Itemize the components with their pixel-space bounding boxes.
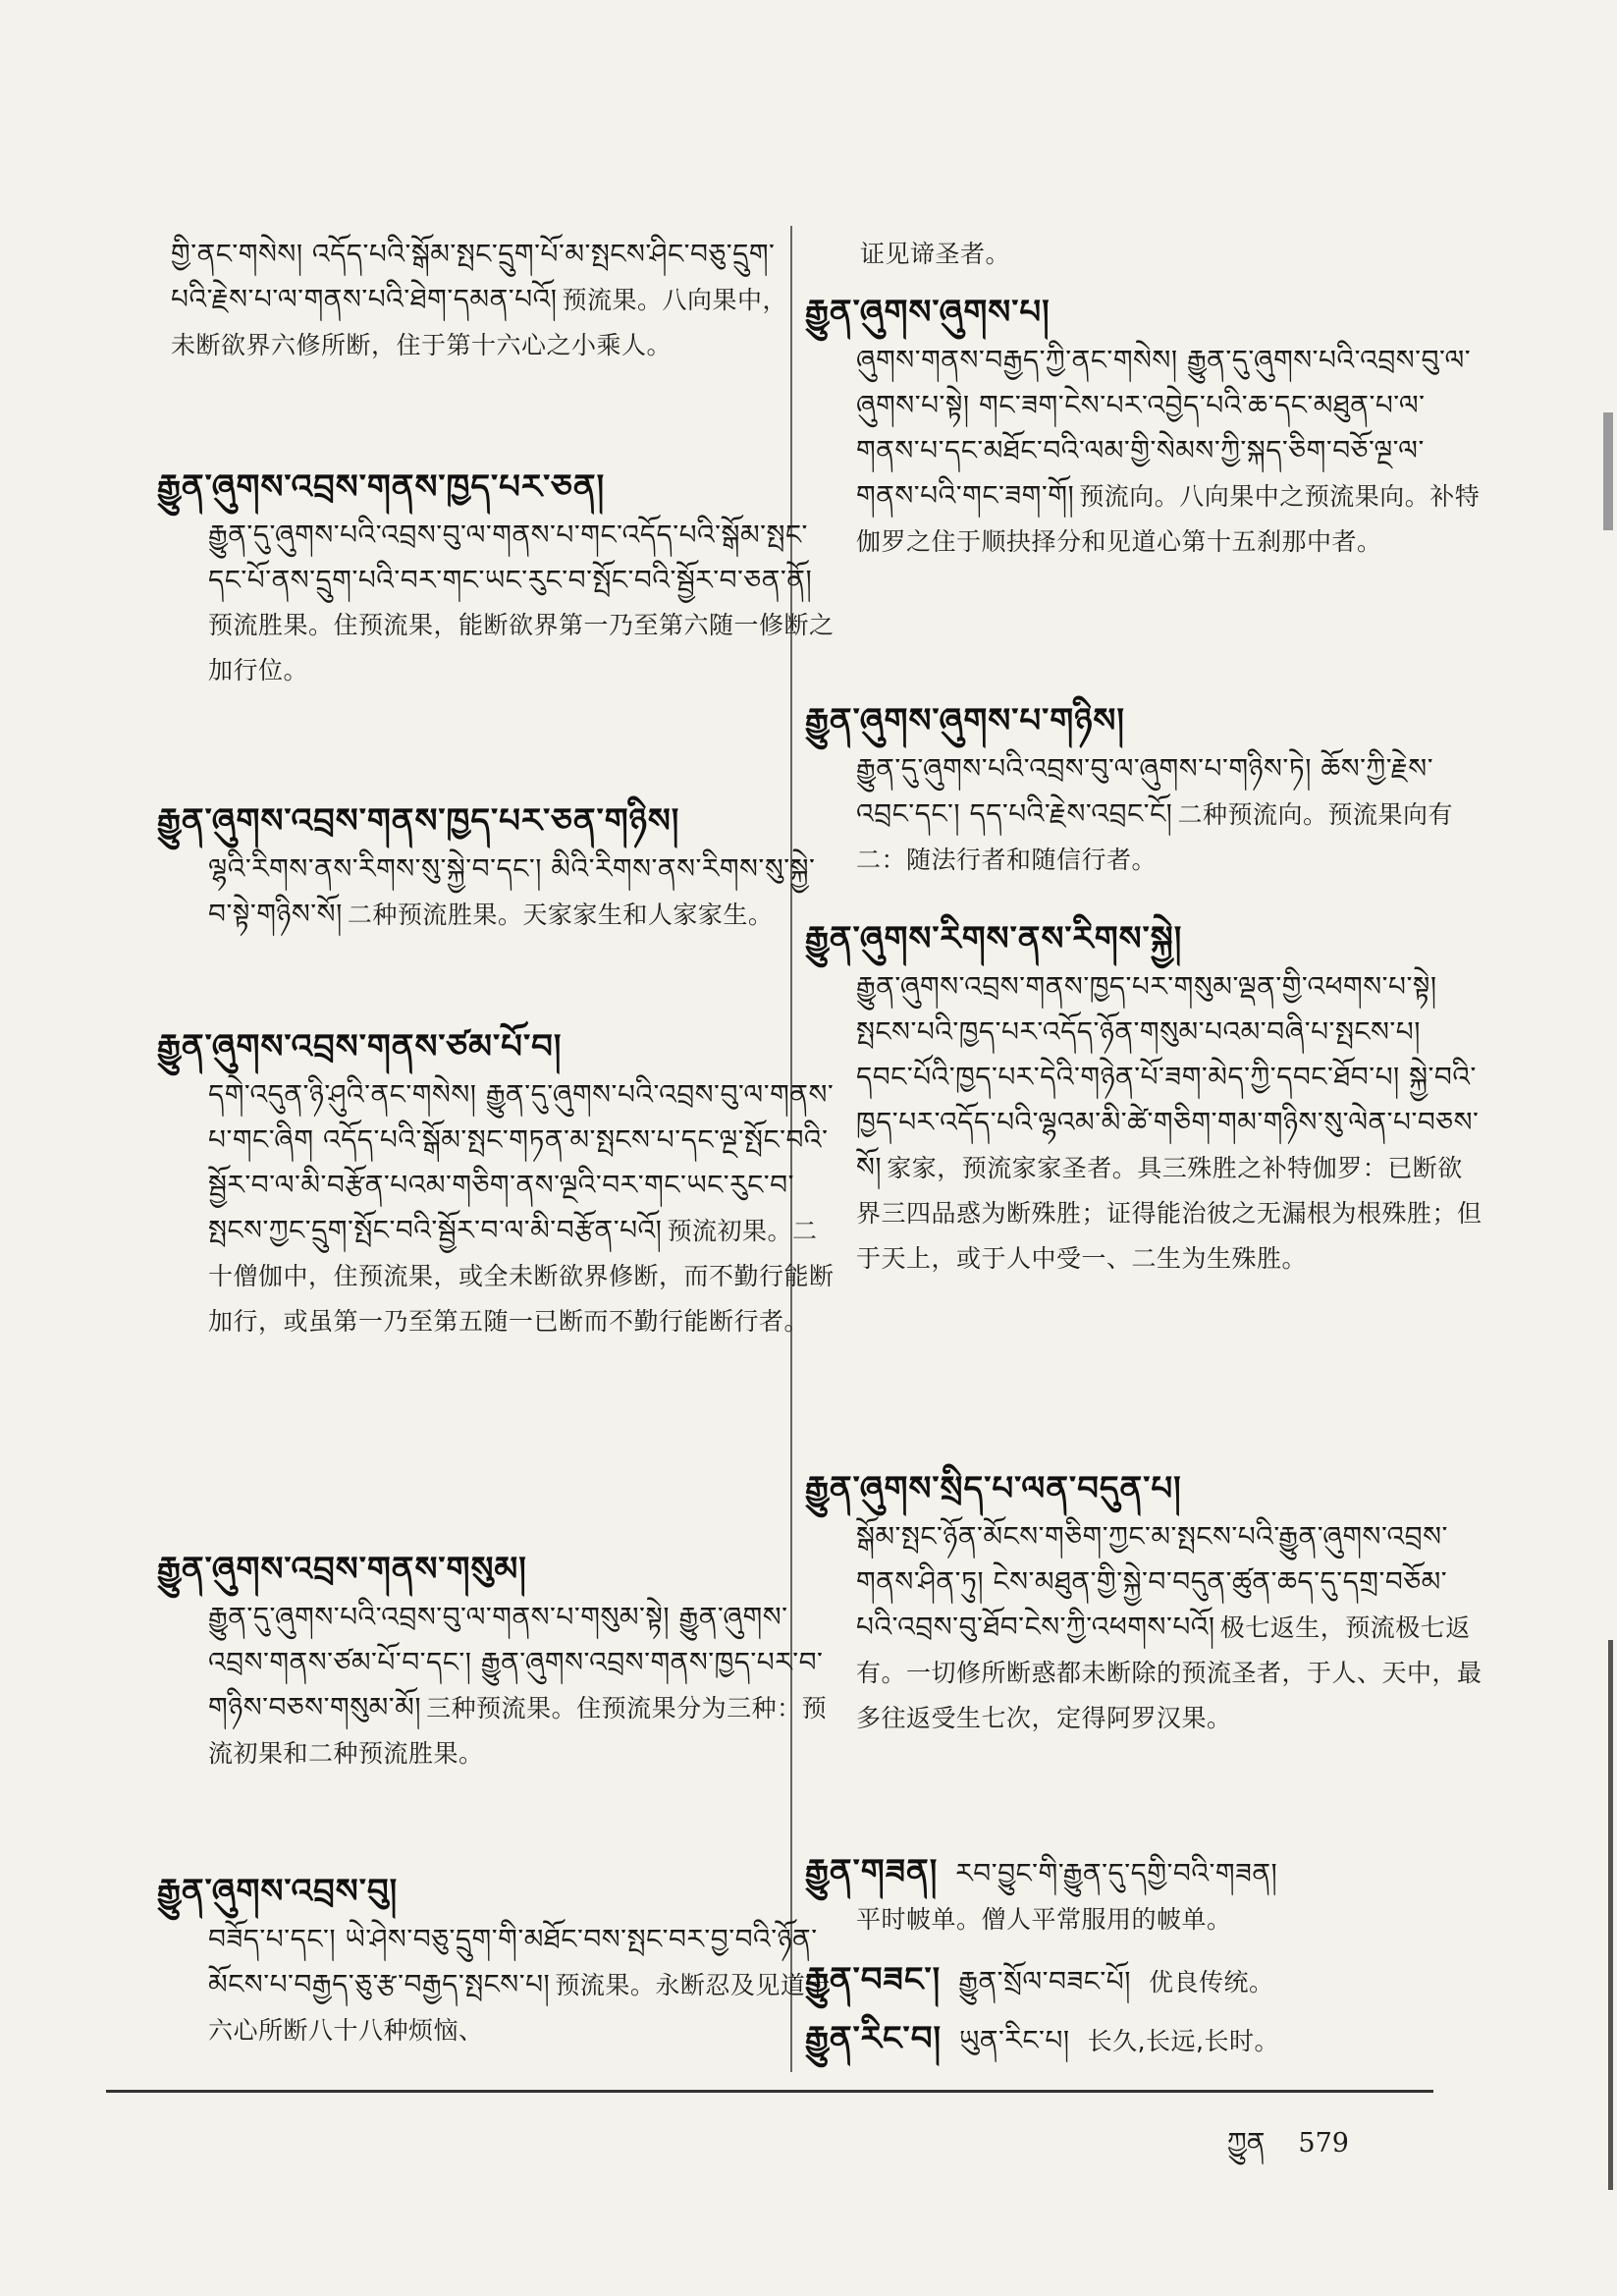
tibetan-definition: རྒྱུན་དུ་ཞུགས་པའི་འབྲས་བུ་ལ་གནས་པ་གང་འདོད་པའི་སྒོམ་སྤང་དང་པོ་ནས་དྲུག་པའི་བར་གང་ཡང་རུང་བ་སྤོང་བའི་སྦྱོར་བ་ཅན་ནོ། <box>208 519 813 596</box>
dictionary-entry <box>805 2013 1482 2064</box>
headword: རྒྱུན་ཞུགས་འབྲས་གནས་ཁྱད་པར་ཅན། <box>157 467 606 507</box>
dictionary-entry <box>805 1846 1482 1942</box>
headword: རྒྱུན་རིང་བ། <box>805 2019 943 2058</box>
footer-rule <box>106 2090 1433 2093</box>
tibetan-definition: དགེ་འདུན་ཉི་ཤུའི་ནང་གསེས། རྒྱུན་དུ་ཞུགས་པའི་འབྲས་བུ་ལ་གནས་པ་གང་ཞིག འདོད་པའི་སྒོམ་སྤང་གཏན་མ་སྤངས་པ་དང་ལྔ་སྤོང་བའི་སྦྱོར་བ་ལ་མི་བརྩོན་པའམ་གཅིག་ནས་ལྔའི་བར་གང་ཡང་རུང་བ་སྤངས་ཀྱང་དྲུག་སྤོང་བའི་སྦྱོར་བ་ལ་མི་བརྩོན་པའོ། <box>208 1078 835 1246</box>
headword: རྒྱུན་གཟན། <box>805 1852 939 1891</box>
page-number: 579 <box>1298 2128 1349 2159</box>
tibetan-definition: སྒོམ་སྤང་ཉོན་མོངས་གཅིག་ཀྱང་མ་སྤངས་པའི་རྒྱུན་ཞུགས་འབྲས་གནས་ཤིན་ཏུ། ངེས་མཐུན་གྱི་སྐྱེ་བ་བདུན་ཚུན་ཆད་དུ་དགྲ་བཅོམ་པའི་འབྲས་བུ་ཐོབ་ངེས་ཀྱི་འཕགས་པའོ། <box>856 1520 1448 1643</box>
chinese-definition: 三种预流果。住预流果分为三种：预流初果和二种预流胜果。 <box>208 1694 828 1768</box>
chinese-definition: 证见谛圣者。 <box>860 240 1011 268</box>
chinese-definition: 家家，预流家家圣者。具三殊胜之补特伽罗：已断欲界三四品惑为断殊胜；证得能治彼之无漏根为根殊胜；但于天上，或于人中受一、二生为生殊胜。 <box>856 1154 1482 1273</box>
dictionary-entry <box>805 1463 1482 1741</box>
chinese-definition: 预流初果。二十僧伽中，住预流果，或全未断欲界修断，而不勤行能断加行，或虽第一乃至第五随一已断而不勤行能断行者。 <box>208 1217 835 1336</box>
tibetan-definition: རྒྱུན་ཞུགས་འབྲས་གནས་ཁྱད་པར་གསུམ་ལྡན་གྱི་འཕགས་པ་སྟེ། སྤངས་པའི་ཁྱད་པར་འདོད་ཉོན་གསུམ་པའམ་བཞི་པ་སྤངས་པ། དབང་པོའི་ཁྱད་པར་དེའི་གཉེན་པོ་ཟག་མེད་ཀྱི་དབང་ཐོབ་པ། སྐྱེ་བའི་ཁྱད་པར་འདོད་པའི་ལྷའམ་མི་ཚེ་གཅིག་གམ་གཉིས་སུ་ལེན་པ་བཅས་སོ། <box>856 970 1480 1183</box>
dictionary-entry <box>805 913 1482 1282</box>
headword: རྒྱུན་ཞུགས་ཞུགས་པ་གཉིས། <box>805 701 1125 740</box>
chinese-definition: 预流果。八向果中，未断欲界六修所断，住于第十六心之小乘人。 <box>171 286 788 359</box>
headword: རྒྱུན་ཞུགས་སྲིད་པ་ལན་བདུན་པ། <box>805 1469 1182 1508</box>
chinese-definition: 优良传统。 <box>1148 1968 1274 1996</box>
headword: རྒྱུན་ཞུགས་འབྲས་བུ། <box>157 1872 399 1911</box>
headword: རྒྱུན་ཞུགས་རིགས་ནས་རིགས་སྐྱེ། <box>805 919 1183 958</box>
tibetan-definition: རབ་བྱུང་གི་རྒྱུན་དུ་དགྱི་བའི་གཟན། <box>955 1857 1278 1889</box>
headword: རྒྱུན་ཞུགས་འབྲས་གནས་ཙམ་པོ་བ། <box>157 1027 563 1066</box>
tibetan-definition: གྱི་ནང་གསེས། འདོད་པའི་སྒོམ་སྤང་དྲུག་པོ་མ་སྤངས་ཤིང་བཅུ་དྲུག་པའི་རྗེས་པ་ལ་གནས་པའི་ཐེག་དམན་པའོ། <box>171 238 776 315</box>
dictionary-entry <box>805 695 1482 883</box>
tibetan-definition: ཞུགས་གནས་བརྒྱད་ཀྱི་ནང་གསེས། རྒྱུན་དུ་ཞུགས་པའི་འབྲས་བུ་ལ་ཞུགས་པ་སྟེ། གང་ཟག་ངེས་པར་འབྱེད་པའི་ཆ་དང་མཐུན་པ་ལ་གནས་པ་དང་མཐོང་བའི་ལམ་གྱི་སེམས་ཀྱི་སྐད་ཅིག་བཅོ་ལྔ་ལ་གནས་པའི་གང་ཟག་གོ། <box>856 344 1472 512</box>
tibetan-definition: རྒྱུན་དུ་ཞུགས་པའི་འབྲས་བུ་ལ་ཞུགས་པ་གཉིས་ཏེ། ཆོས་ཀྱི་རྗེས་འབྲང་དང་། དད་པའི་རྗེས་འབྲང་ངོ། <box>856 752 1434 830</box>
headword: རྒྱུན་ཞུགས་འབྲས་གནས་གསུམ། <box>157 1550 527 1589</box>
right-continuation <box>805 232 1482 277</box>
dictionary-entry <box>157 1866 835 2053</box>
tibetan-definition: བཟོད་པ་དང་། ཡེ་ཤེས་བཅུ་དྲུག་གི་མཐོང་བས་སྤང་བར་བྱ་བའི་ཉོན་མོངས་པ་བརྒྱད་ཅུ་རྩ་བརྒྱད་སྤངས་པ། <box>208 1923 818 2000</box>
tibetan-definition: ལྷའི་རིགས་ནས་རིགས་སུ་སྐྱེ་བ་དང་། མིའི་རིགས་ནས་རིགས་སུ་སྐྱེ་བ་སྟེ་གཉིས་སོ། <box>208 852 816 930</box>
dictionary-entry <box>805 1954 1482 2005</box>
tibetan-definition: རྒྱུན་དུ་ཞུགས་པའི་འབྲས་བུ་ལ་གནས་པ་གསུམ་སྟེ། རྒྱུན་ཞུགས་འབྲས་གནས་ཙམ་པོ་བ་དང་། རྒྱུན་ཞུགས་འབྲས་གནས་ཁྱད་པར་བ་གཉིས་བཅས་གསུམ་མོ། <box>208 1601 824 1723</box>
scan-artifact <box>1608 1640 1613 2190</box>
chinese-definition: 二种预流胜果。天家家生和人家家生。 <box>347 901 774 929</box>
running-head-abbreviation: ཀྱུན <box>1227 2126 1266 2159</box>
chinese-definition: 预流向。八向果中之预流果向。补特伽罗之住于顺抉择分和见道心第十五刹那中者。 <box>856 482 1481 556</box>
tibetan-definition: རྒྱུན་སྲོལ་བཟང་པོ། <box>958 1965 1131 1997</box>
chinese-definition: 极七返生，预流极七返有。一切修所断惑都未断除的预流圣者，于人、天中，最多往返受生七次，定得阿罗汉果。 <box>856 1613 1482 1732</box>
dictionary-entry <box>157 1544 835 1777</box>
chinese-definition: 平时帔单。僧人平常服用的帔单。 <box>856 1905 1232 1934</box>
dictionary-entry <box>805 287 1482 565</box>
left-continuation <box>157 232 835 368</box>
dictionary-entry <box>157 1021 835 1344</box>
chinese-definition: 二种预流向。预流果向有二：随法行者和随信行者。 <box>856 800 1453 874</box>
headword: རྒྱུན་ཞུགས་ཞུགས་པ། <box>805 293 1051 332</box>
chinese-definition: 预流胜果。住预流果，能断欲界第一乃至第六随一修断之加行位。 <box>208 611 835 684</box>
chinese-definition: 长久,长远,长时。 <box>1087 2027 1279 2055</box>
chinese-definition: 预流果。永断忍及见道十六心所断八十八种烦恼、 <box>208 1971 831 2045</box>
tibetan-definition: ཡུན་རིང་པ། <box>959 2024 1070 2056</box>
headword: རྒྱུན་བཟང་། <box>805 1960 942 1999</box>
dictionary-entry <box>157 462 835 693</box>
page-footer <box>1227 2111 1349 2189</box>
headword: རྒྱུན་ཞུགས་འབྲས་གནས་ཁྱད་པར་ཅན་གཉིས། <box>157 801 680 841</box>
scan-artifact <box>1603 412 1613 530</box>
dictionary-entry <box>157 795 835 938</box>
